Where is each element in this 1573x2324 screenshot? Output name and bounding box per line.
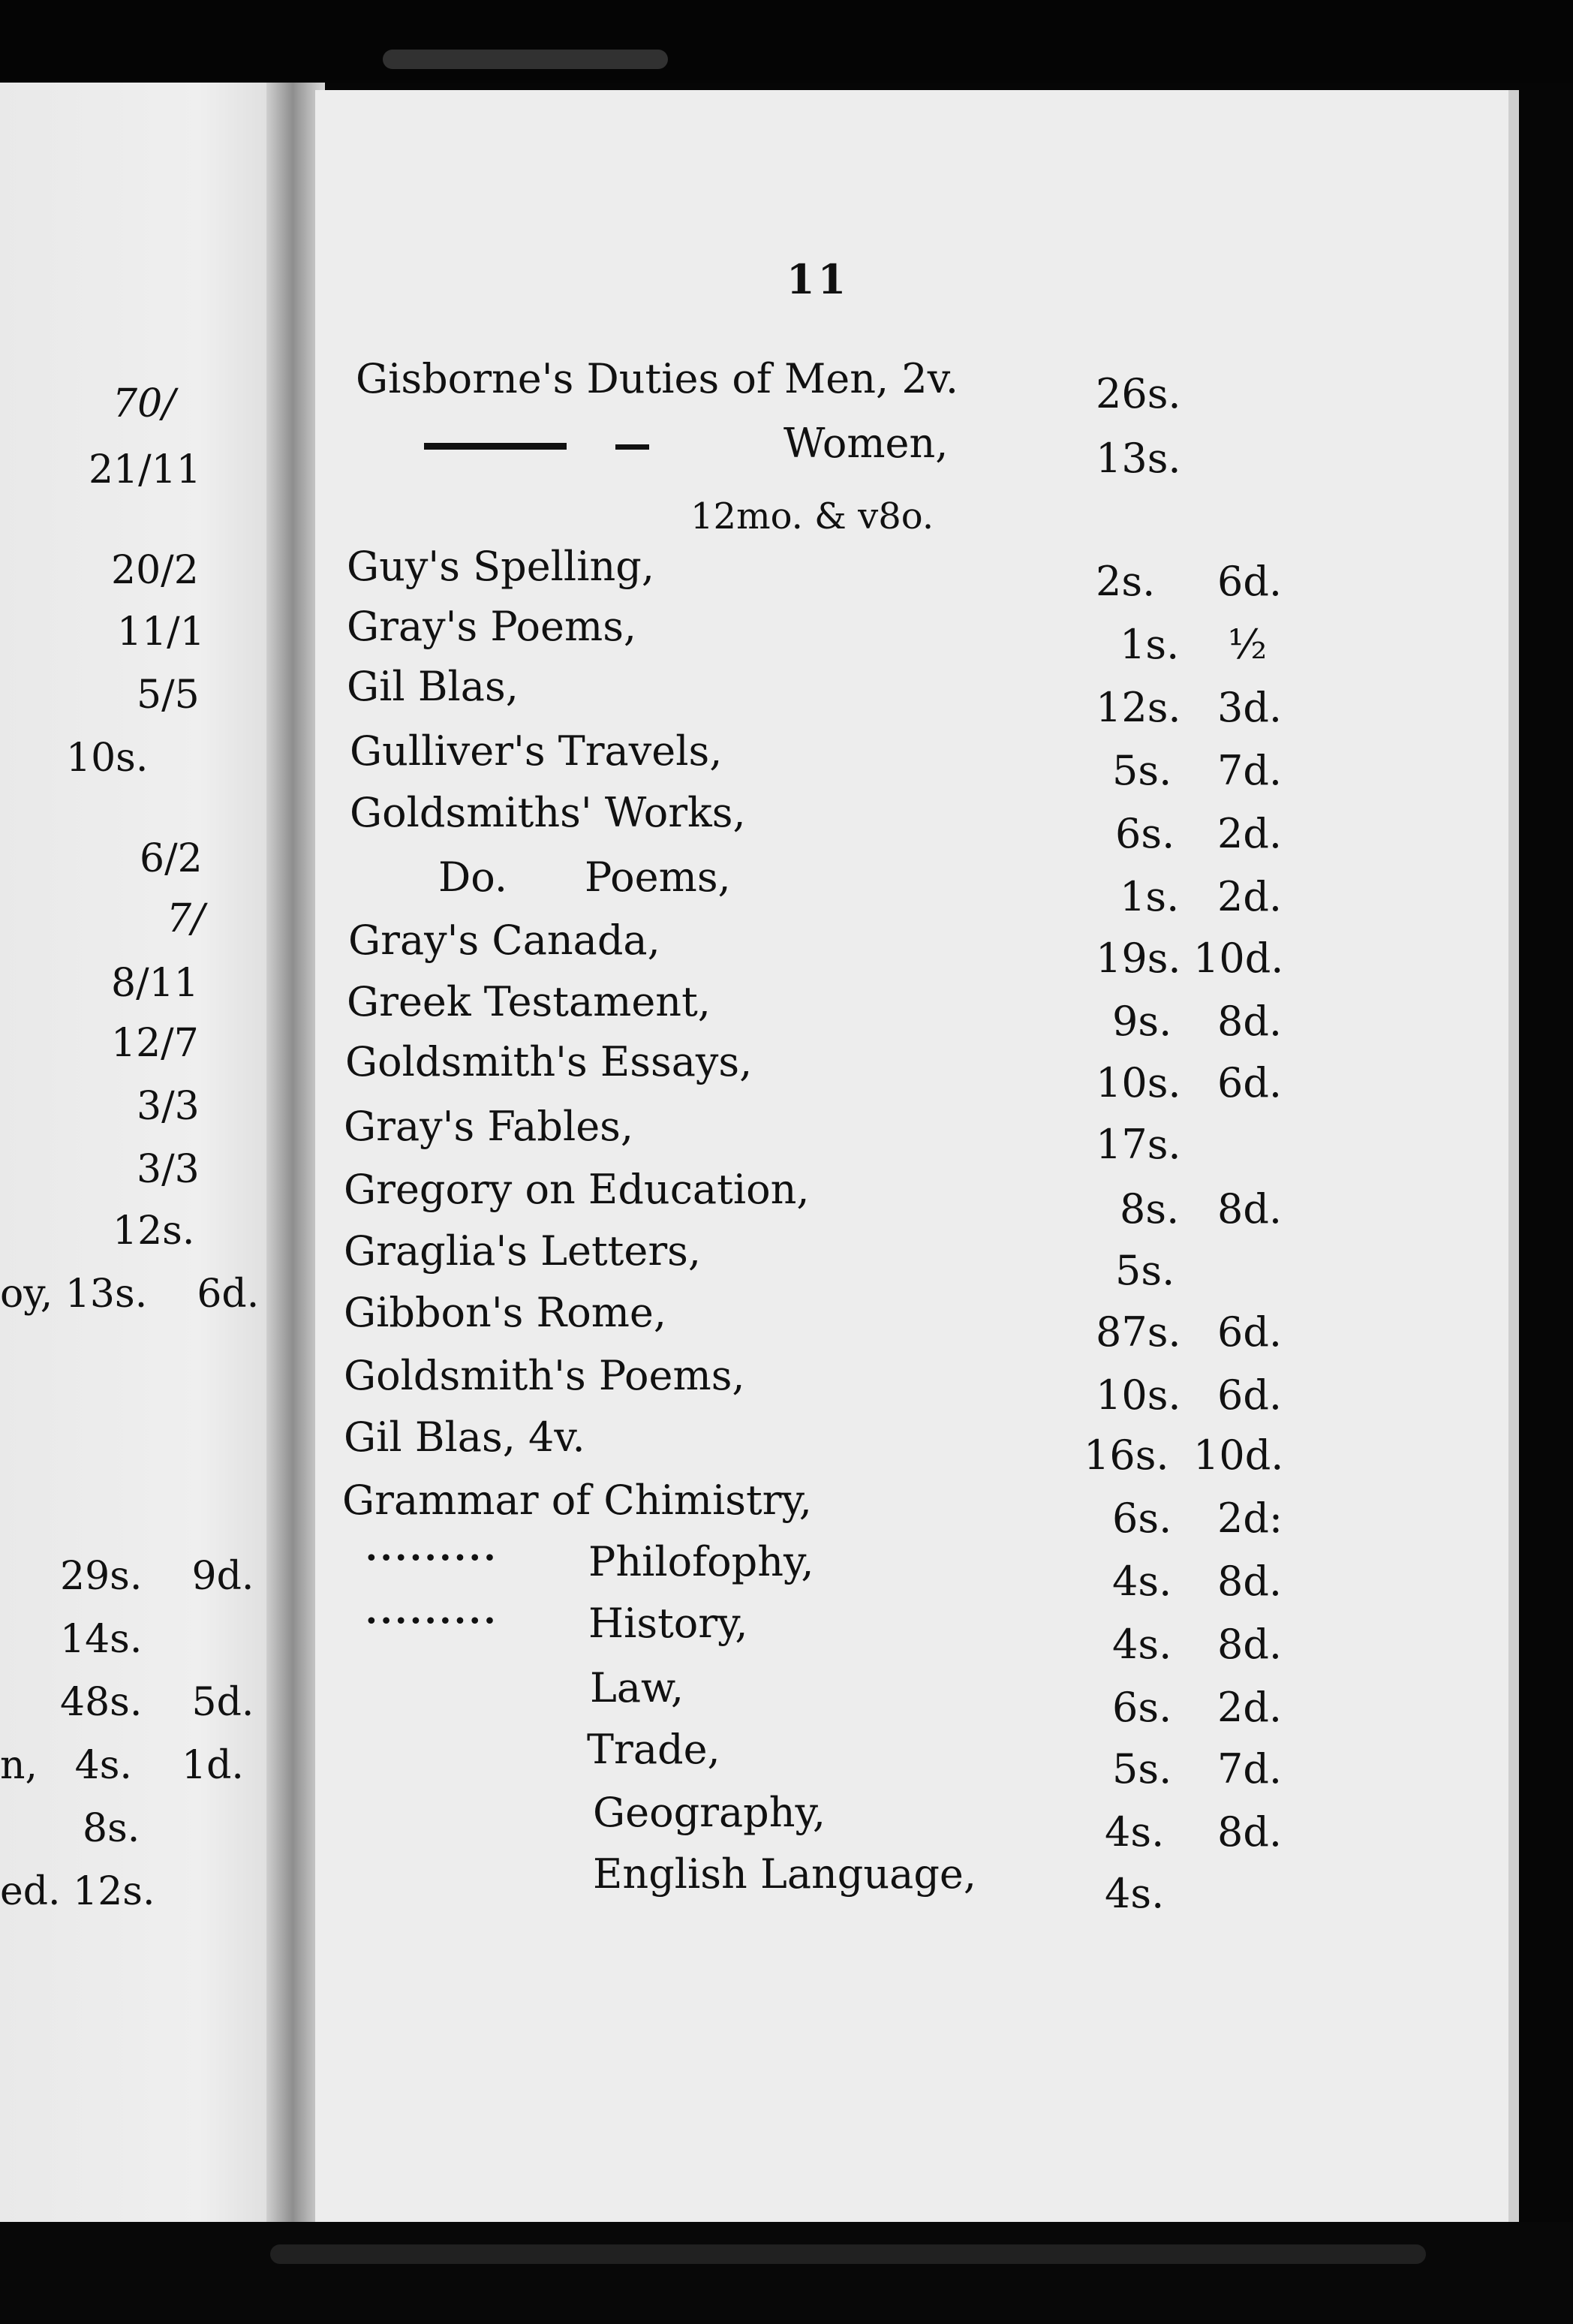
entry-title: History,	[588, 1600, 748, 1647]
left-page-value: 6/2	[140, 836, 203, 881]
entry-shillings: 19s.	[1096, 935, 1181, 982]
entry-title: Goldsmith's Poems,	[344, 1352, 745, 1399]
entry-pence: 7d.	[1217, 747, 1283, 794]
entry-title: Graglia's Letters,	[344, 1227, 702, 1275]
left-page-value: 10s.	[66, 736, 149, 781]
entry-shillings: 16s.	[1084, 1431, 1169, 1479]
left-page-value: 29s. 9d.	[60, 1554, 254, 1599]
entry-title: Greek Testament,	[347, 978, 711, 1025]
entry-title: Gil Blas, 4v.	[344, 1413, 585, 1461]
entry-title: Geography,	[593, 1789, 826, 1836]
left-page-value: ed. 12s.	[0, 1869, 155, 1914]
left-page-value: 8s.	[83, 1806, 140, 1851]
left-page-value: 3/3	[137, 1084, 200, 1129]
entry-pence: 8d.	[1217, 1621, 1283, 1668]
left-page-value: 7/	[167, 896, 205, 941]
left-page-value: 3/3	[137, 1147, 200, 1192]
entry-title: Law,	[590, 1664, 684, 1711]
left-page-value: 48s. 5d.	[60, 1680, 254, 1725]
entry-pence: 6d.	[1217, 1059, 1283, 1106]
entry-shillings: 5s.	[1112, 1745, 1172, 1793]
entry-title: Goldsmith's Essays,	[345, 1038, 753, 1085]
left-page-value: oy, 13s. 6d.	[0, 1272, 260, 1317]
entry-title: Philofophy,	[588, 1538, 814, 1585]
entry-pence: 2d:	[1217, 1495, 1283, 1542]
entry-pence: 10d.	[1193, 935, 1284, 982]
left-page-value: 21/11	[89, 447, 201, 492]
ditto-rule	[424, 443, 567, 450]
entry-pence: 10d.	[1193, 1431, 1284, 1479]
entry-shillings: 1s.	[1120, 873, 1180, 920]
ditto-dots: •••••••••	[365, 1546, 498, 1572]
page-number: 11	[786, 255, 850, 303]
entry-shillings: 6s.	[1112, 1495, 1172, 1542]
entry-shillings: 87s.	[1096, 1308, 1181, 1356]
binding-ornament	[270, 2244, 1426, 2264]
entry-title: Gil Blas,	[347, 663, 519, 710]
entry-shillings: 10s.	[1096, 1371, 1181, 1419]
scan-border-bottom	[0, 2222, 1573, 2324]
entry-title: Gray's Canada,	[348, 917, 660, 964]
entry-pence: 2d.	[1217, 873, 1283, 920]
entry-shillings: 12s.	[1096, 684, 1181, 731]
entry-shillings: 9s.	[1112, 998, 1172, 1045]
entry-pence: 2d.	[1217, 1684, 1283, 1731]
page-edge	[1508, 90, 1519, 2222]
left-page-value: 11/1	[117, 610, 205, 655]
format-heading: 12mo. & v8o.	[690, 495, 934, 537]
entry-title: Trade,	[587, 1726, 720, 1773]
entry-shillings: 6s.	[1112, 1684, 1172, 1731]
left-page-value: 5/5	[137, 673, 200, 718]
entry-pence: 8d.	[1217, 998, 1283, 1045]
header-subtitle-price: 13s.	[1096, 435, 1181, 482]
entry-pence: ½	[1228, 621, 1268, 668]
scan-border-top	[0, 0, 1573, 83]
entry-title: Guy's Spelling,	[347, 543, 654, 590]
entry-pence: 8d.	[1217, 1808, 1283, 1856]
entry-title: Gray's Poems,	[347, 603, 637, 650]
entry-pence: 3d.	[1217, 684, 1283, 731]
entry-shillings: 2s.	[1096, 558, 1156, 605]
entry-pence: 6d.	[1217, 1371, 1283, 1419]
entry-shillings: 17s.	[1096, 1121, 1181, 1168]
entry-shillings: 4s.	[1105, 1870, 1165, 1917]
entry-pence: 8d.	[1217, 1185, 1283, 1233]
entry-title: Grammar of Chimistry,	[342, 1477, 812, 1524]
entry-shillings: 6s.	[1115, 810, 1175, 857]
left-page-value: 20/2	[111, 548, 199, 593]
entry-pence: 7d.	[1217, 1745, 1283, 1793]
entry-title: Goldsmiths' Works,	[350, 789, 746, 836]
entry-title: Do. Poems,	[438, 853, 731, 901]
entry-shillings: 5s.	[1112, 747, 1172, 794]
entry-pence: 2d.	[1217, 810, 1283, 857]
left-page-value: 70/	[113, 381, 176, 426]
left-page-value: 14s.	[60, 1617, 143, 1662]
entry-shillings: 1s.	[1120, 621, 1180, 668]
header-title: Gisborne's Duties of Men, 2v.	[356, 355, 958, 402]
entry-shillings: 10s.	[1096, 1059, 1181, 1106]
entry-shillings: 5s.	[1115, 1247, 1175, 1294]
binding-ornament	[383, 50, 668, 69]
right-page	[315, 90, 1516, 2222]
left-page-value: 12s.	[113, 1209, 195, 1254]
entry-title: Gibbon's Rome,	[344, 1289, 667, 1336]
entry-shillings: 8s.	[1120, 1185, 1180, 1233]
entry-title: Gregory on Education,	[344, 1166, 810, 1213]
entry-pence: 8d.	[1217, 1558, 1283, 1605]
header-price: 26s.	[1096, 370, 1181, 417]
entry-pence: 6d.	[1217, 558, 1283, 605]
left-page-value: 12/7	[111, 1021, 199, 1066]
entry-title: English Language,	[593, 1850, 977, 1898]
left-page-value: n, 4s. 1d.	[0, 1743, 244, 1788]
left-page-value: 8/11	[111, 961, 199, 1006]
entry-title: Gray's Fables,	[344, 1103, 634, 1150]
entry-shillings: 4s.	[1112, 1558, 1172, 1605]
ditto-rule	[615, 444, 649, 450]
entry-shillings: 4s.	[1112, 1621, 1172, 1668]
entry-shillings: 4s.	[1105, 1808, 1165, 1856]
ditto-dots: •••••••••	[365, 1609, 498, 1635]
entry-title: Gulliver's Travels,	[350, 727, 723, 775]
entry-pence: 6d.	[1217, 1308, 1283, 1356]
header-subtitle: Women,	[783, 420, 949, 467]
